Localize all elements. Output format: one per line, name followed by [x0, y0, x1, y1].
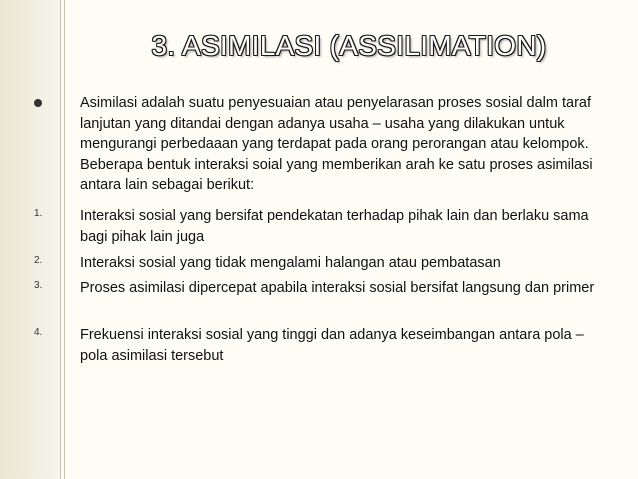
decor-line-2 — [64, 0, 65, 479]
list-number: 2. — [34, 255, 43, 266]
decor-line-1 — [60, 0, 61, 479]
list-number: 1. — [34, 208, 43, 219]
intro-text: Asimilasi adalah suatu penyesuaian atau penyelarasan proses sosial dalm taraf lanjutan yang ditandai dengan adanya usaha – usaha yang dilakukan untuk mengurangi perbedaaan yang terdapat pada orang perorangan atau kelompok. Beberapa bentuk interaksi soial yang memberikan arah ke satu proses asimilasi antara lain sebagai berikut: — [80, 95, 593, 193]
list-number: 3. — [34, 280, 43, 291]
list-item-text: Proses asimilasi dipercepat apabila interaksi sosial bersifat langsung dan primer — [80, 280, 595, 296]
list-item-text: Interaksi sosial yang tidak mengalami halangan atau pembatasan — [80, 255, 501, 271]
list-item-text: Frekuensi interaksi sosial yang tinggi dan adanya keseimbangan antara pola – pola asimilasi tersebut — [80, 327, 584, 364]
slide-title: 3. ASIMILASI (ASSILIMATION) — [151, 30, 547, 61]
list-item-text: Interaksi sosial yang bersifat pendekatan terhadap pihak lain dan berlaku sama bagi pihak lain juga — [80, 208, 589, 245]
left-decor-band — [0, 0, 60, 479]
list-number: 4. — [34, 327, 43, 338]
bullet-dot-icon — [34, 99, 42, 107]
